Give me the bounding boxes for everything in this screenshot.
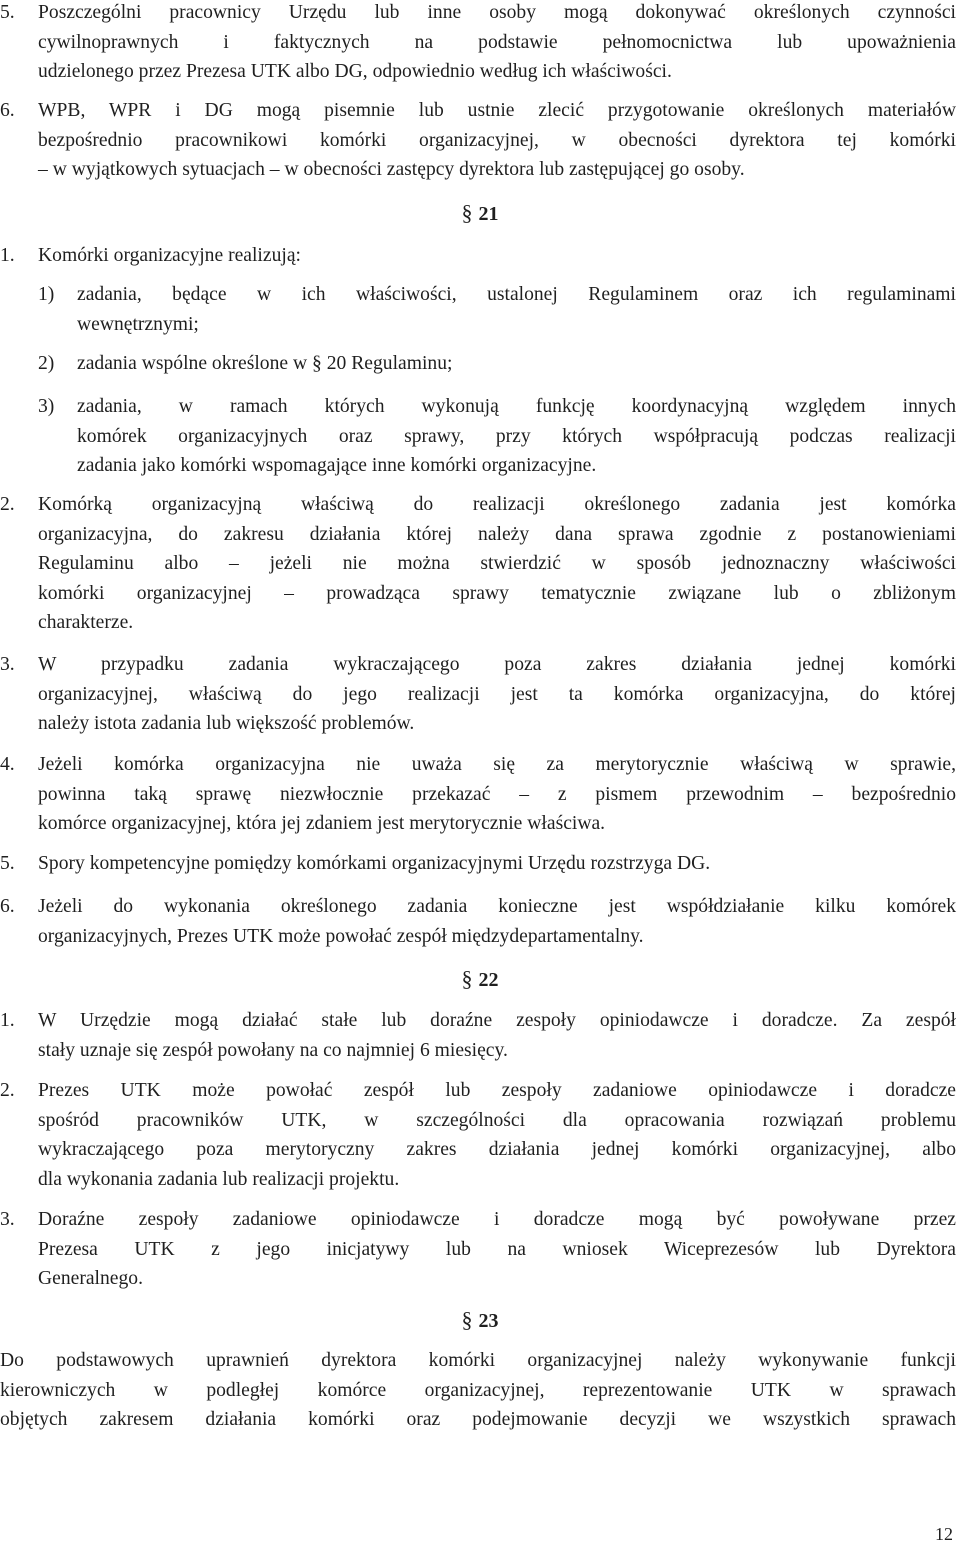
paragraph-number: 3. <box>0 1209 15 1230</box>
paragraph-number: 3. <box>0 654 15 675</box>
text-line: Do podstawowych uprawnień dyrektora komórki organizacyjnej należy wykonywanie funkcji <box>0 1350 956 1371</box>
text-line: spośród pracowników UTK, w szczególności dla opracowania rozwiązań problemu <box>38 1110 956 1131</box>
text-line: Spory kompetencyjne pomiędzy komórkami organizacyjnymi Urzędu rozstrzyga DG. <box>38 853 711 874</box>
section-number: 21 <box>478 203 499 225</box>
text-line: należy istota zadania lub większość problemów. <box>38 713 415 734</box>
text-line: Komórką organizacyjną właściwą do realizacji określonego zadania jest komórka <box>38 494 956 515</box>
text-line: stały uznaje się zespół powołany na co najmniej 6 miesięcy. <box>38 1040 508 1061</box>
text-line: Komórki organizacyjne realizują: <box>38 245 301 266</box>
text-line: WPB, WPR i DG mogą pisemnie lub ustnie zlecić przygotowanie określonych materiałów <box>38 100 956 121</box>
text-line: Jeżeli do wykonania określonego zadania konieczne jest współdziałanie kilku komórek <box>38 896 956 917</box>
section-sign: § <box>461 966 473 991</box>
text-line: wewnętrznymi; <box>77 314 199 335</box>
text-line: Prezesa UTK z jego inicjatywy lub na wniosek Wiceprezesów lub Dyrektora <box>38 1239 956 1260</box>
paragraph-number: 6. <box>0 100 15 121</box>
paragraph-number: 1. <box>0 245 15 266</box>
text-line: Regulaminu albo – jeżeli nie można stwierdzić w sposób jednoznaczny właściwości <box>38 553 956 574</box>
paragraph-number: 1) <box>38 284 55 305</box>
text-line: udzielonego przez Prezesa UTK albo DG, odpowiednio według ich właściwości. <box>38 61 672 82</box>
section-sign: § <box>461 1307 473 1332</box>
section-heading-h23 <box>0 1306 960 1335</box>
text-line: organizacyjna, do zakresu działania której należy dana sprawa zgodnie z postanowieniami <box>38 524 956 545</box>
paragraph-number: 4. <box>0 754 15 775</box>
text-line: powinna taką sprawę niezwłocznie przekazać – z pismem przewodnim – bezpośrednio <box>38 784 956 805</box>
section-sign: § <box>461 200 473 225</box>
text-line: cywilnoprawnych i faktycznych na podstawie pełnomocnictwa lub upoważnienia <box>38 32 956 53</box>
text-line: dla wykonania zadania lub realizacji projektu. <box>38 1169 400 1190</box>
paragraph-number: 1. <box>0 1010 15 1031</box>
paragraph-number: 2. <box>0 1080 15 1101</box>
text-line: kierowniczych w podległej komórce organizacyjnej, reprezentowanie UTK w sprawach <box>0 1380 956 1401</box>
text-line: organizacyjnych, Prezes UTK może powołać zespół międzydepartamentalny. <box>38 926 644 947</box>
section-number: 22 <box>478 969 499 991</box>
text-line: Doraźne zespoły zadaniowe opiniodawcze i doradcze mogą być powoływane przez <box>38 1209 956 1230</box>
text-line: Jeżeli komórka organizacyjna nie uważa się za merytorycznie właściwą w sprawie, <box>38 754 956 775</box>
text-line: wykraczającego poza merytoryczny zakres działania jednej komórki organizacyjnej, albo <box>38 1139 956 1160</box>
text-line: charakterze. <box>38 612 134 633</box>
paragraph-number: 3) <box>38 396 55 417</box>
text-line: W przypadku zadania wykraczającego poza zakres działania jednej komórki <box>38 654 956 675</box>
text-line: komórek organizacyjnych oraz sprawy, przy których współpracują podczas realizacji <box>77 426 956 447</box>
text-line: zadania, w ramach których wykonują funkcję koordynacyjną względem innych <box>77 396 956 417</box>
text-line: – w wyjątkowych sytuacjach – w obecności zastępcy dyrektora lub zastępującej go osoby. <box>38 159 745 180</box>
text-line: W Urzędzie mogą działać stałe lub doraźne zespoły opiniodawcze i doradcze. Za zespół <box>38 1010 956 1031</box>
text-line: zadania wspólne określone w § 20 Regulaminu; <box>77 353 453 374</box>
section-heading-h21 <box>0 199 960 228</box>
text-line: Generalnego. <box>38 1268 143 1289</box>
paragraph-number: 5. <box>0 853 15 874</box>
text-line: komórce organizacyjnej, która jej zdaniem jest merytorycznie właściwa. <box>38 813 606 834</box>
paragraph-number: 2. <box>0 494 15 515</box>
text-line: organizacyjnej, właściwą do jego realizacji jest ta komórka organizacyjna, do której <box>38 684 956 705</box>
paragraph-number: 2) <box>38 353 55 374</box>
paragraph-number: 5. <box>0 2 15 23</box>
text-line: Prezes UTK może powołać zespół lub zespoły zadaniowe opiniodawcze i doradcze <box>38 1080 956 1101</box>
text-line: Poszczególni pracownicy Urzędu lub inne osoby mogą dokonywać określonych czynności <box>38 2 956 23</box>
text-line: zadania, będące w ich właściwości, ustalonej Regulaminem oraz ich regulaminami <box>77 284 956 305</box>
text-line: komórki organizacyjnej – prowadząca sprawy tematycznie związane lub o zbliżonym <box>38 583 956 604</box>
paragraph-number: 6. <box>0 896 15 917</box>
text-line: objętych zakresem działania komórki oraz podejmowanie decyzji we wszystkich sprawach <box>0 1409 956 1430</box>
text-line: zadania jako komórki wspomagające inne komórki organizacyjne. <box>77 455 597 476</box>
section-number: 23 <box>478 1310 499 1332</box>
page-number: 12 <box>935 1524 953 1544</box>
text-line: bezpośrednio pracownikowi komórki organizacyjnej, w obecności dyrektora tej komórki <box>38 130 956 151</box>
section-heading-h22 <box>0 965 960 994</box>
